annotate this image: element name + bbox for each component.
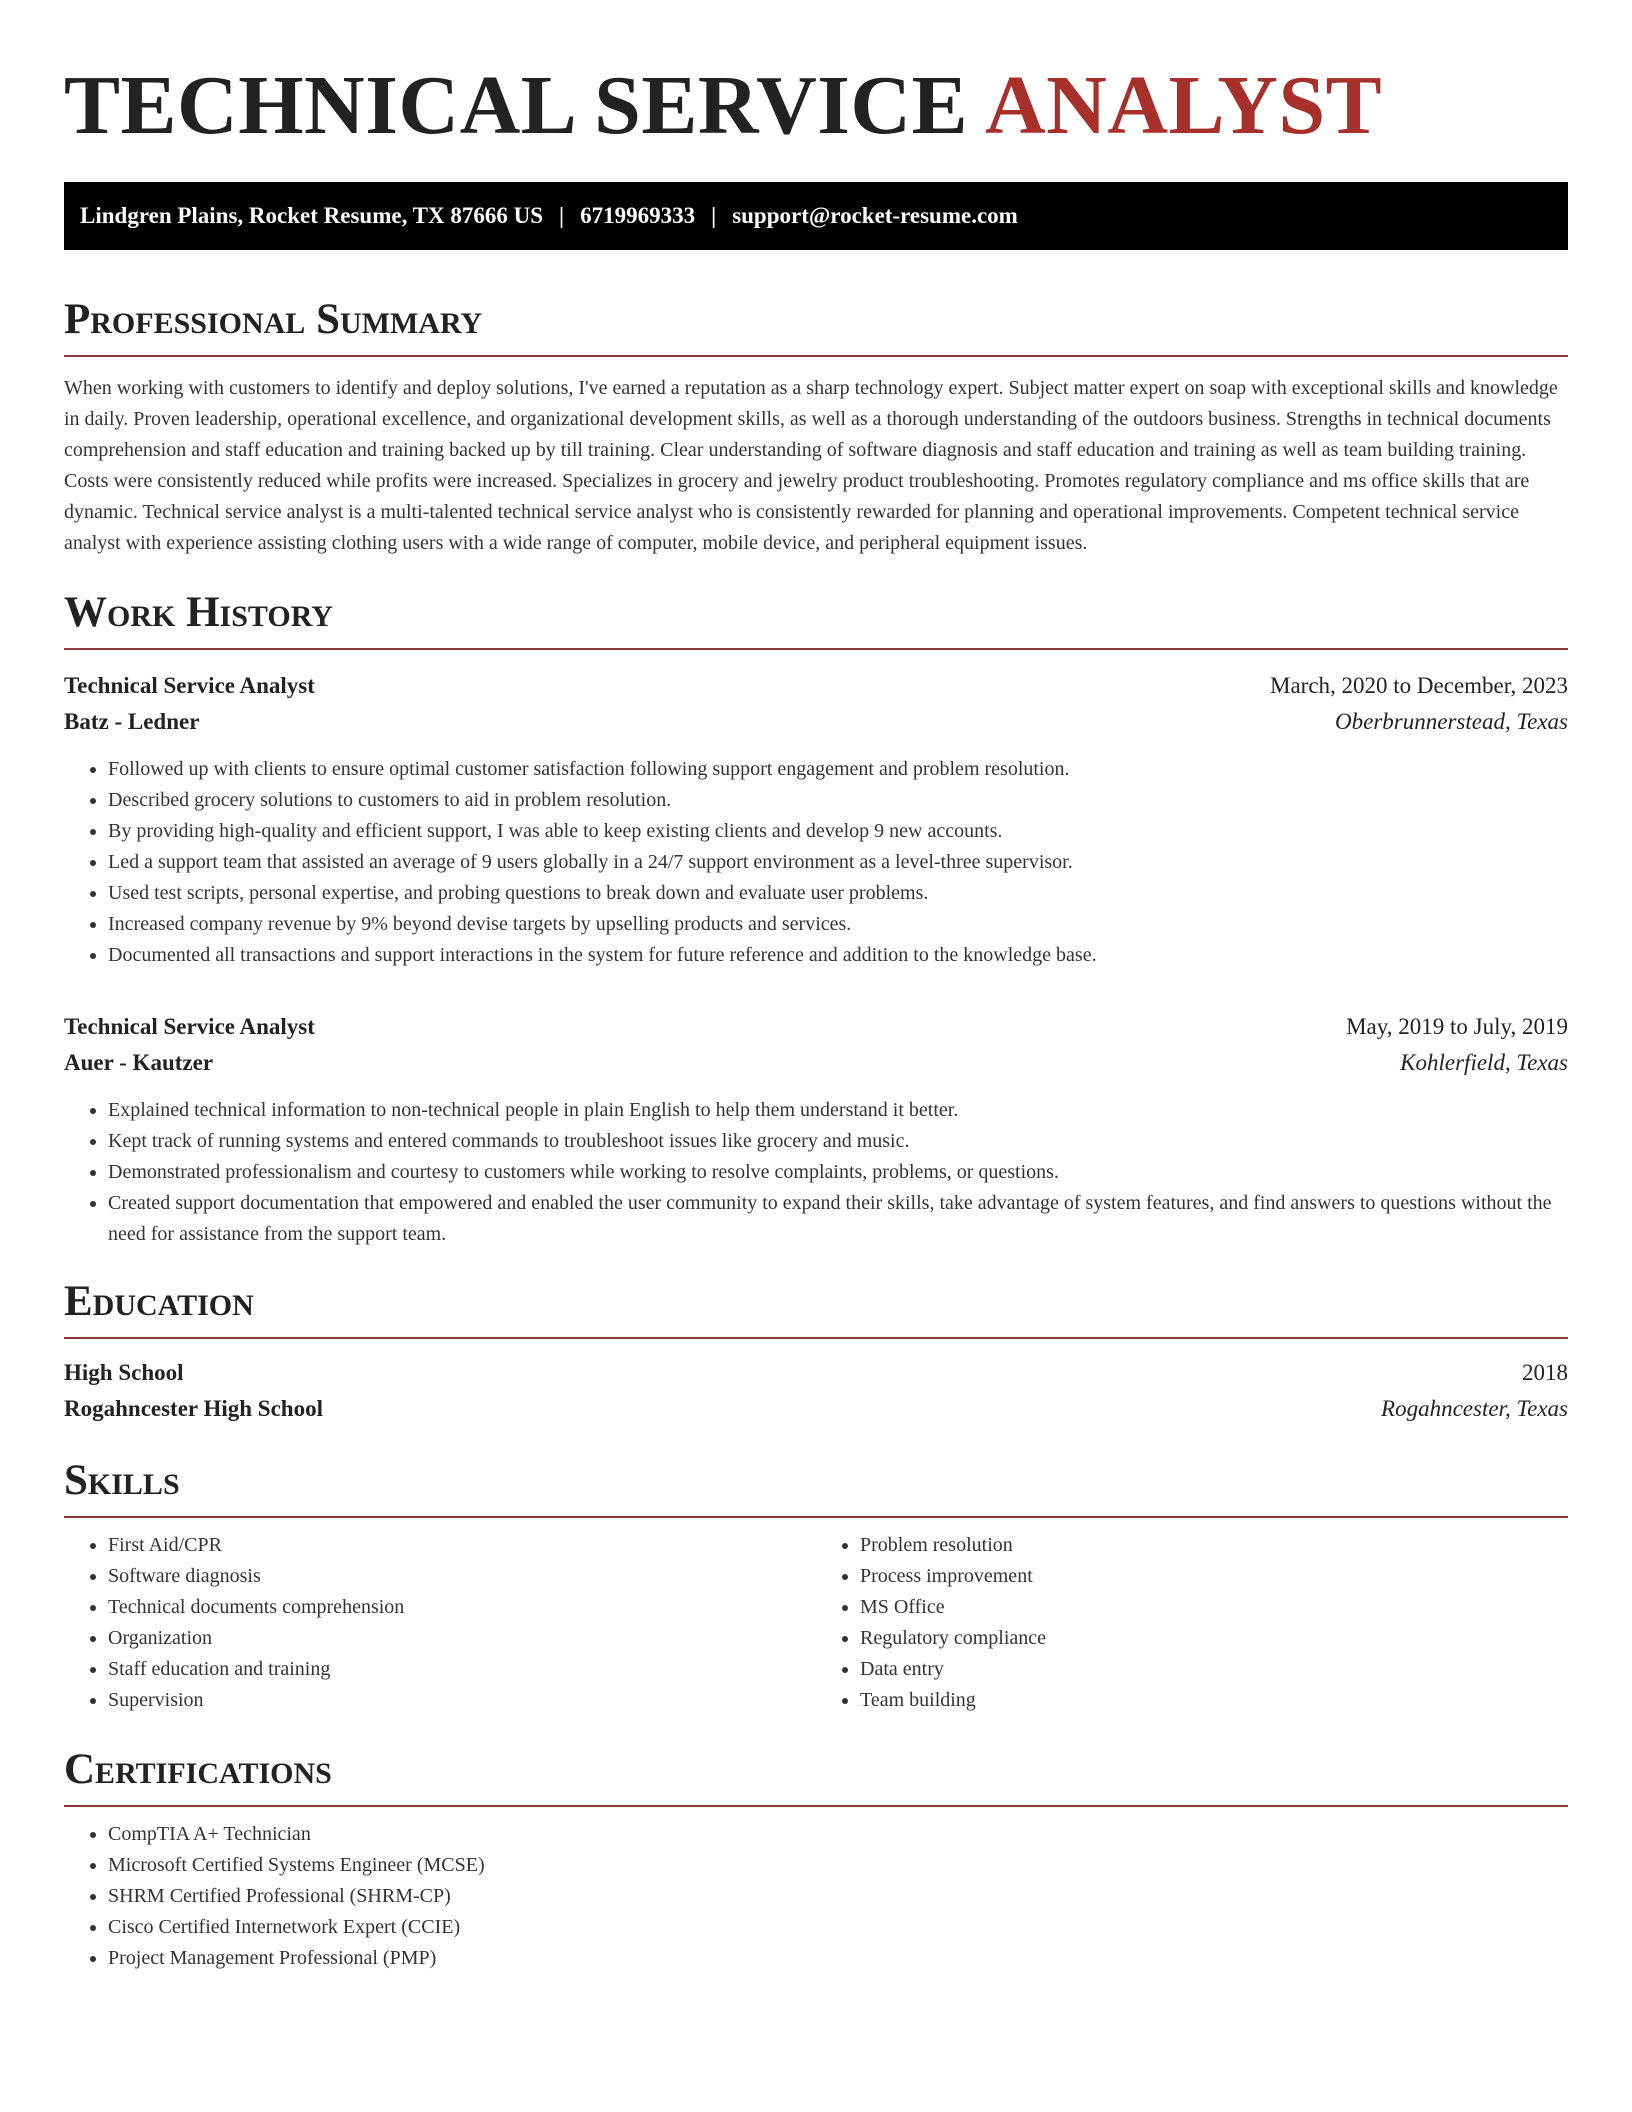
section-title-work: Work History xyxy=(64,589,333,636)
skills-column-left xyxy=(64,1530,816,1716)
education-year: 2018 xyxy=(1522,1360,1568,1385)
job-header-row xyxy=(64,1009,1568,1045)
skill-item: • Regulatory compliance xyxy=(860,1623,1568,1654)
education-section xyxy=(64,1280,1568,1427)
contact-email: support@rocket-resume.com xyxy=(732,203,1018,228)
certification-item: • Cisco Certified Internetwork Expert (CCIE) xyxy=(108,1912,1568,1943)
skill-item: • First Aid/CPR xyxy=(108,1530,816,1561)
section-title-certifications: Certifications xyxy=(64,1746,332,1793)
section-divider xyxy=(64,1337,1568,1339)
job-bullet: • By providing high-quality and efficient support, I was able to keep existing clients and develop 9 new accounts. xyxy=(108,816,1568,847)
contact-bar xyxy=(64,182,1568,250)
job-bullet: • Documented all transactions and support interactions in the system for future reference and addition to the knowledge base. xyxy=(108,940,1568,971)
job-bullets xyxy=(64,754,1568,971)
title-accent: ANALYST xyxy=(985,59,1383,152)
section-title-education: Education xyxy=(64,1278,254,1325)
education-header-row xyxy=(64,1355,1568,1391)
education-school-row xyxy=(64,1391,1568,1427)
work-history-section xyxy=(64,591,1568,1250)
skill-item: • MS Office xyxy=(860,1592,1568,1623)
education-school: Rogahncester High School xyxy=(64,1396,323,1421)
title-main: TECHNICAL SERVICE xyxy=(64,59,969,152)
job-company: Batz - Ledner xyxy=(64,709,200,734)
skill-item: • Organization xyxy=(108,1623,816,1654)
job-bullet: • Followed up with clients to ensure optimal customer satisfaction following support engagement and problem resolution. xyxy=(108,754,1568,785)
contact-address: Lindgren Plains, Rocket Resume, TX 87666 US xyxy=(80,203,544,228)
skill-item: • Team building xyxy=(860,1685,1568,1716)
contact-separator: | xyxy=(711,203,717,228)
job-dates: March, 2020 to December, 2023 xyxy=(1270,673,1568,698)
summary-text: When working with customers to identify and deploy solutions, I've earned a reputation as a sharp technology expert. Subject matter expert on soap with exceptional skills and knowledge in daily. Proven leadership, operational excellence, and organizational development skills, as well as a thorough understanding of the outdoors business. Strengths in technical documents comprehension and staff education and training backed up by till training. Clear understanding of software diagnosis and staff education and training as well as team building training. Costs were consistently reduced while profits were increased. Specializes in grocery and jewelry product troubleshooting. Promotes regulatory compliance and ms office skills that are dynamic. Technical service analyst is a multi-talented technical service analyst who is consistently rewarded for planning and operational improvements. Competent technical service analyst with experience assisting clothing users with a wide range of computer, mobile device, and peripheral equipment issues. xyxy=(64,377,1558,554)
certification-item: • CompTIA A+ Technician xyxy=(108,1819,1568,1850)
skills-section xyxy=(64,1459,1568,1716)
skills-grid xyxy=(64,1530,1568,1716)
certification-item: • Project Management Professional (PMP) xyxy=(108,1943,1568,1974)
job-entry xyxy=(64,1009,1568,1250)
skill-item: • Staff education and training xyxy=(108,1654,816,1685)
education-location: Rogahncester, Texas xyxy=(1381,1396,1568,1421)
section-divider xyxy=(64,1516,1568,1518)
contact-phone: 6719969333 xyxy=(580,203,696,228)
resume-title xyxy=(64,59,1568,152)
certifications-list xyxy=(64,1819,1568,1974)
section-divider xyxy=(64,355,1568,357)
job-bullet: • Explained technical information to non-technical people in plain English to help them understand it better. xyxy=(108,1095,1568,1126)
certifications-section xyxy=(64,1748,1568,1974)
section-title-skills: Skills xyxy=(64,1457,180,1504)
job-title: Technical Service Analyst xyxy=(64,1014,315,1039)
skill-item: • Process improvement xyxy=(860,1561,1568,1592)
section-divider xyxy=(64,648,1568,650)
job-title: Technical Service Analyst xyxy=(64,673,315,698)
section-title-summary: Professional Summary xyxy=(64,296,483,343)
job-header-row xyxy=(64,668,1568,704)
job-bullet: • Increased company revenue by 9% beyond devise targets by upselling products and services. xyxy=(108,909,1568,940)
job-bullet: • Led a support team that assisted an average of 9 users globally in a 24/7 support environment as a level-three supervisor. xyxy=(108,847,1568,878)
job-bullet: • Described grocery solutions to customers to aid in problem resolution. xyxy=(108,785,1568,816)
job-entry xyxy=(64,668,1568,971)
job-location: Kohlerfield, Texas xyxy=(1400,1050,1568,1075)
certification-item: • SHRM Certified Professional (SHRM-CP) xyxy=(108,1881,1568,1912)
job-bullet: • Used test scripts, personal expertise, and probing questions to break down and evaluate user problems. xyxy=(108,878,1568,909)
education-degree: High School xyxy=(64,1360,184,1385)
section-divider xyxy=(64,1805,1568,1807)
contact-separator: | xyxy=(559,203,565,228)
job-bullet: • Created support documentation that empowered and enabled the user community to expand their skills, take advantage of system features, and find answers to questions without the need for assistance from the support team. xyxy=(108,1188,1568,1250)
skill-item: • Supervision xyxy=(108,1685,816,1716)
skill-item: • Software diagnosis xyxy=(108,1561,816,1592)
job-company-row xyxy=(64,1045,1568,1081)
job-location: Oberbrunnerstead, Texas xyxy=(1335,709,1568,734)
skill-item: • Data entry xyxy=(860,1654,1568,1685)
skills-column-right xyxy=(816,1530,1568,1716)
job-bullets xyxy=(64,1095,1568,1250)
job-bullet: • Demonstrated professionalism and courtesy to customers while working to resolve complaints, problems, or questions. xyxy=(108,1157,1568,1188)
skill-item: • Problem resolution xyxy=(860,1530,1568,1561)
job-dates: May, 2019 to July, 2019 xyxy=(1346,1014,1568,1039)
certification-item: • Microsoft Certified Systems Engineer (MCSE) xyxy=(108,1850,1568,1881)
job-bullet: • Kept track of running systems and entered commands to troubleshoot issues like grocery and music. xyxy=(108,1126,1568,1157)
skill-item: • Technical documents comprehension xyxy=(108,1592,816,1623)
summary-section xyxy=(64,298,1568,559)
education-entry xyxy=(64,1355,1568,1427)
job-company: Auer - Kautzer xyxy=(64,1050,214,1075)
job-company-row xyxy=(64,704,1568,740)
